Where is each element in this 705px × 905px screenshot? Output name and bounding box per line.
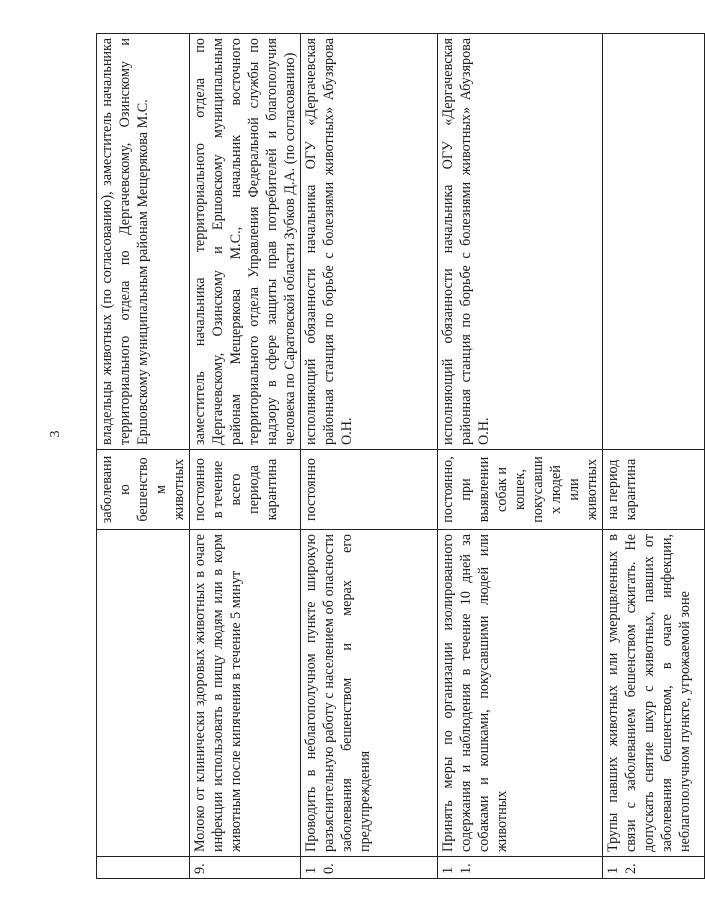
table-row — [438, 34, 603, 879]
cell-responsible — [603, 34, 705, 450]
table-row — [301, 34, 438, 879]
cell-term: постоянно — [301, 450, 438, 530]
cell-measure: Трупы павших животных или умерщвленных в связи с заболеванием бешенством сжигать. Не допускать снятие шкур с животных, павших от заболевания бешенством, в очаге инфекции, неблагополучном пункте, угрожаемой зоне — [603, 530, 705, 857]
cell-number: 12. — [603, 857, 705, 879]
cell-responsible: исполняющий обязанности начальника ОГУ «Дергачевская районная станция по борьбе с болезнями животных» Абузярова О.Н. — [301, 34, 438, 450]
cell-term: постоянно в течение всего периода карантина — [190, 450, 301, 530]
cell-number: 10. — [301, 857, 438, 879]
cell-measure: Принять меры по организации изолированного содержания и наблюдения в течение 10 дней за собаками и кошками, покусавшими людей или животных — [438, 530, 603, 857]
measures-table — [96, 33, 705, 879]
table-row-continuation — [97, 34, 190, 879]
cell-responsible: заместитель начальника территориального отдела по Дергачевскому, Озинскому и Ершовскому муниципальным районам Мещерякова М.С., начальник восточного территориального отдела Управления Федеральной службы по надзору в сфере защиты прав потребителей и благополучия человека по Саратовской области Зубков Д.А. (по согласованию) — [190, 34, 301, 450]
cell-measure: Молоко от клинически здоровых животных в очаге инфекции использовать в пищу людям или в корм животным после кипячения в течение 5 минут — [190, 530, 301, 857]
rotated-table-frame — [96, 34, 693, 879]
cell-term: на период карантина — [603, 450, 705, 530]
cell-number — [97, 857, 190, 879]
cell-measure — [97, 530, 190, 857]
cell-responsible: исполняющий обязанности начальника ОГУ «Дергачевская районная станция по борьбе с болезнями животных» Абузярова О.Н. — [438, 34, 603, 450]
cell-number: 9. — [190, 857, 301, 879]
page-number: 3 — [48, 430, 63, 438]
cell-term: заболеванию бешенством животных — [97, 450, 190, 530]
cell-term: постоянно, при выявлении собак и кошек, покусавших людей или животных — [438, 450, 603, 530]
cell-responsible: владельцы животных (по согласованию), заместитель начальника территориального отдела по Дергачевскому, Озинскому и Ершовскому муниципальным районам Мещерякова М.С. — [97, 34, 190, 450]
table-row — [190, 34, 301, 879]
cell-measure: Проводить в неблагополучном пункте широкую разъяснительную работу с населением об опасности заболевания бешенством и мерах его предупреждения — [301, 530, 438, 857]
table-container — [96, 34, 693, 879]
cell-number: 11. — [438, 857, 603, 879]
table-row — [603, 34, 705, 879]
